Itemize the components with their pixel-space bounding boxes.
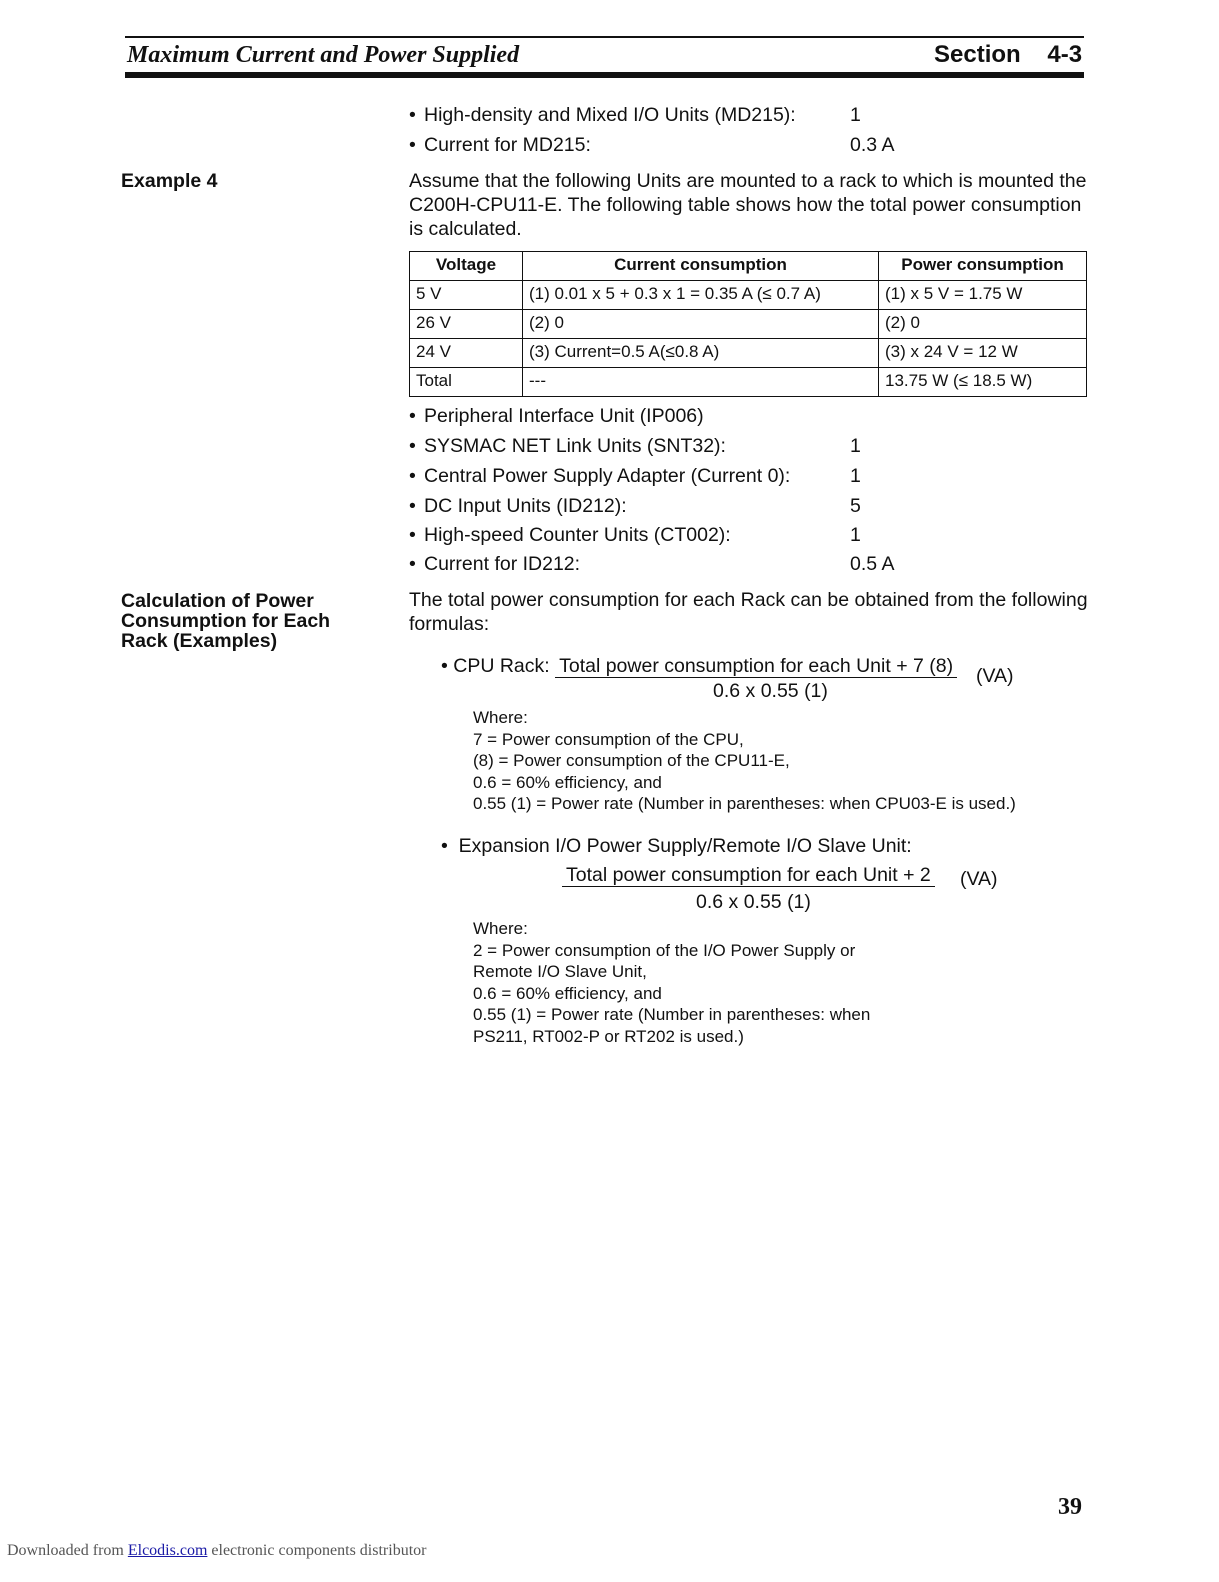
table-cell: Total [410,368,523,397]
section-number: 4-3 [1047,41,1083,68]
list-item-label: Central Power Supply Adapter (Current 0): [424,465,791,487]
list-item [409,401,704,431]
cpu-rack-where [473,707,1016,815]
list-item [409,549,895,579]
page-number: 39 [1058,1494,1082,1520]
list-item-value: 1 [850,104,861,126]
table-row [410,339,1087,368]
where-line: 0.6 = 60% efficiency, and [473,772,662,792]
table-cell: 24 V [410,339,523,368]
list-item-value: 1 [850,465,861,487]
table-cell: --- [523,368,879,397]
where-line: Where: [473,919,528,938]
power-consumption-table [409,251,1087,397]
list-item-label: High-density and Mixed I/O Units (MD215): [424,104,796,126]
calc-heading: Calculation of Power Consumption for Each Rack (Examples) [121,590,331,652]
bullet: • [409,465,416,487]
where-line: 2 = Power consumption of the I/O Power Supply or [473,940,856,960]
section-indicator [934,38,1082,72]
bullet: • [409,134,416,156]
cpu-rack-unit: (VA) [976,665,1014,687]
expansion-formula-label [441,834,912,858]
example-heading: Example 4 [121,170,218,192]
where-line: (8) = Power consumption of the CPU11-E, [473,751,790,770]
bullet: • [409,524,416,546]
list-item-label: Peripheral Interface Unit (IP006) [424,405,704,427]
list-item [409,461,861,491]
list-item [409,100,861,130]
list-item-label: Current for MD215: [424,134,591,156]
table-cell: 5 V [410,281,523,310]
cpu-rack-denominator: 0.6 x 0.55 (1) [713,680,828,702]
list-item-label: SYSMAC NET Link Units (SNT32): [424,435,726,457]
expansion-unit: (VA) [960,868,998,890]
list-item-value: 0.3 A [850,134,895,156]
header-rule-bottom [125,72,1084,78]
table-row [410,281,1087,310]
table-row [410,368,1087,397]
bullet: • [441,655,454,677]
expansion-denominator: 0.6 x 0.55 (1) [696,891,811,913]
bullet: • [409,553,416,575]
calc-intro: The total power consumption for each Rack can be obtained from the following formulas: [409,589,1088,635]
footer-suffix: electronic components distributor [211,1542,427,1559]
where-line: Where: [473,708,528,727]
where-line: 0.55 (1) = Power rate (Number in parentheses: when CPU03-E is used.) [473,794,1016,813]
where-line: 0.55 (1) = Power rate (Number in parentheses: when [473,1005,871,1024]
list-item-value: 0.5 A [850,553,895,575]
bullet: • [409,495,416,517]
cpu-rack-numerator: Total power consumption for each Unit + 7 (8) [555,655,957,678]
elcodis-link[interactable]: Elcodis.com [127,1542,208,1559]
table-cell: 13.75 W (≤ 18.5 W) [879,368,1087,397]
table-cell: 26 V [410,310,523,339]
list-item [409,520,861,550]
expansion-where [473,918,870,1047]
table-cell: (3) Current=0.5 A(≤0.8 A) [523,339,879,368]
where-line: 0.6 = 60% efficiency, and [473,983,662,1003]
bullet: • [441,835,459,857]
list-item-label: High-speed Counter Units (CT002): [424,524,731,546]
cpu-rack-label: CPU Rack: [453,655,550,677]
table-cell: (2) 0 [523,310,879,339]
example-intro: Assume that the following Units are mounted to a rack to which is mounted the C200H-CPU11-E. The following table shows how the total power consumption is calculated. [409,170,1087,240]
list-item-label: DC Input Units (ID212): [424,495,627,517]
table-header-row [410,252,1087,281]
table-header-current: Current consumption [523,252,879,281]
section-label: Section [934,41,1021,68]
list-item [409,491,861,521]
list-item-value: 1 [850,524,861,546]
list-item-label: Current for ID212: [424,553,581,575]
bullet: • [409,435,416,457]
table-cell: (1) x 5 V = 1.75 W [879,281,1087,310]
table-cell: (1) 0.01 x 5 + 0.3 x 1 = 0.35 A (≤ 0.7 A) [523,281,879,310]
where-line: 7 = Power consumption of the CPU, [473,729,744,749]
list-item [409,431,861,461]
bullet: • [409,405,416,427]
table-header-power: Power consumption [879,252,1087,281]
table-cell: (3) x 24 V = 12 W [879,339,1087,368]
where-line: Remote I/O Slave Unit, [473,962,647,981]
expansion-numerator-wrap [562,863,935,887]
table-row [410,310,1087,339]
download-footer [7,1542,426,1560]
list-item-value: 1 [850,435,861,457]
bullet: • [409,104,416,126]
page-header-title: Maximum Current and Power Supplied [127,42,520,68]
cpu-rack-formula [441,654,957,678]
footer-prefix: Downloaded from [7,1542,124,1559]
table-cell: (2) 0 [879,310,1087,339]
list-item [409,130,895,160]
expansion-label: Expansion I/O Power Supply/Remote I/O Slave Unit: [458,835,912,857]
table-header-voltage: Voltage [410,252,523,281]
list-item-value: 5 [850,495,861,517]
where-line: PS211, RT002-P or RT202 is used.) [473,1026,744,1046]
expansion-numerator: Total power consumption for each Unit + 2 [562,864,935,887]
